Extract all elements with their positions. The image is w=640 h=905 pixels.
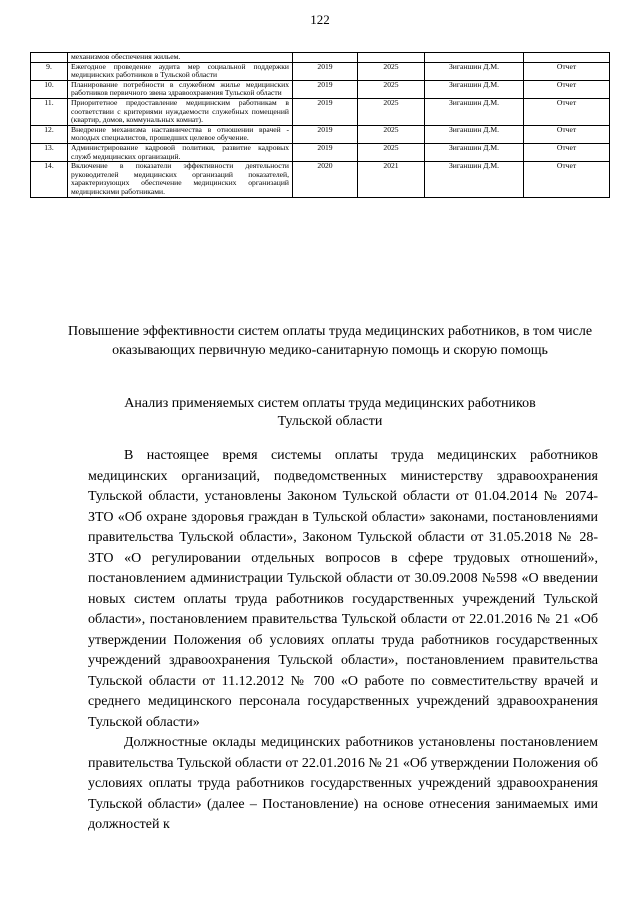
cell-end-year: 2025 xyxy=(358,80,425,98)
section-heading: Повышение эффективности систем оплаты труда медицинских работников, в том числе оказывающих первичную медико-санитарную помощь и скорую помощь xyxy=(67,324,593,358)
cell-end-year: 2025 xyxy=(358,143,425,161)
cell-responsible: Зиганшин Д.М. xyxy=(425,125,524,143)
cell-start-year: 2019 xyxy=(293,98,358,125)
cell-text: Планирование потребности в служебном жилье медицинских работников первичного звена здравоохранения Тульской области xyxy=(68,80,293,98)
cell-start-year: 2019 xyxy=(293,80,358,98)
cell-result: Отчет xyxy=(524,125,610,143)
cell-end xyxy=(358,53,425,63)
cell-num: 13. xyxy=(31,143,68,161)
cell-responsible: Зиганшин Д.М. xyxy=(425,98,524,125)
cell-responsible: Зиганшин Д.М. xyxy=(425,62,524,80)
cell-result: Отчет xyxy=(524,98,610,125)
cell-end-year: 2021 xyxy=(358,162,425,197)
cell-num xyxy=(31,53,68,63)
table-row xyxy=(31,143,610,161)
cell-num: 9. xyxy=(31,62,68,80)
cell-result: Отчет xyxy=(524,143,610,161)
cell-end-year: 2025 xyxy=(358,98,425,125)
cell-num: 11. xyxy=(31,98,68,125)
cell-result: Отчет xyxy=(524,62,610,80)
table-row xyxy=(31,162,610,197)
table-row xyxy=(31,62,610,80)
page-number: 122 xyxy=(310,12,330,27)
cell-num: 10. xyxy=(31,80,68,98)
cell-num: 14. xyxy=(31,162,68,197)
cell-start-year: 2019 xyxy=(293,125,358,143)
table-row xyxy=(31,125,610,143)
cell-result xyxy=(524,53,610,63)
table-row xyxy=(31,80,610,98)
cell-result: Отчет xyxy=(524,162,610,197)
table-row-continuation xyxy=(31,53,610,63)
cell-text: Администрирование кадровой политики, развитие кадровых служб медицинских организаций. xyxy=(68,143,293,161)
cell-text: Внедрение механизма наставничества в отношении врачей - молодых специалистов, прошедших целевое обучение. xyxy=(68,125,293,143)
table-row xyxy=(31,98,610,125)
cell-continuation: механизмов обеспечения жильем. xyxy=(68,53,293,63)
cell-end-year: 2025 xyxy=(358,125,425,143)
cell-text: Приоритетное предоставление медицинским работникам в соответствии с критериями нуждаемости служебных помещений (квартир, домов, коммунальных комнат). xyxy=(68,98,293,125)
cell-num: 12. xyxy=(31,125,68,143)
paragraph: Должностные оклады медицинских работников установлены постановлением правительства Тульской области от 22.01.2016 № 21 «Об утверждении Положения об условиях оплаты труда работников государственных учреждений здравоохранения Тульской области» (далее – Постановление) на основе отнесения занимаемых ими должностей к xyxy=(88,735,598,832)
paragraph: В настоящее время системы оплаты труда медицинских работников медицинских организаций, подведомственных министерству здравоохранения Тульской области, установлены Законом Тульской области от 01.04.2014 № 2074-ЗТО «Об охране здоровья граждан в Тульской области» законами, постановлениями правительства Тульской области», Законом Тульской области от 31.05.2018 № 28-ЗТО «О регулировании отдельных вопросов в сфере трудовых отношений», постановлением администрации Тульской области от 30.09.2008 №598 «О введении новых систем оплаты труда работников государственных учреждений Тульской области», постановлением правительства Тульской области от 22.01.2016 № 21 «Об утверждении Положения об условиях оплаты труда работников государственных учреждений здравоохранения Тульской области», постановлением правительства Тульской области от 11.12.2012 № 700 «О работе по совместительству врачей и среднего медицинского персонала государственных учреждений здравоохранения Тульской области» xyxy=(88,448,598,730)
cell-result: Отчет xyxy=(524,80,610,98)
cell-text: Ежегодное проведение аудита мер социальной поддержки медицинских работников в Тульской области xyxy=(68,62,293,80)
cell-end-year: 2025 xyxy=(358,62,425,80)
cell-responsible: Зиганшин Д.М. xyxy=(425,143,524,161)
cell-start-year: 2019 xyxy=(293,62,358,80)
body-text xyxy=(88,446,598,836)
cell-start-year: 2019 xyxy=(293,143,358,161)
cell-responsible: Зиганшин Д.М. xyxy=(425,162,524,197)
measures-table xyxy=(30,52,610,198)
cell-responsible: Зиганшин Д.М. xyxy=(425,80,524,98)
cell-text: Включение в показатели эффективности деятельности руководителей медицинских организаций показателей, характеризующих обеспечение медицинских организаций медицинскими работниками. xyxy=(68,162,293,197)
cell-responsible xyxy=(425,53,524,63)
sub-heading: Анализ применяемых систем оплаты труда медицинских работников Тульской области xyxy=(124,396,536,429)
cell-start-year: 2020 xyxy=(293,162,358,197)
cell-start xyxy=(293,53,358,63)
